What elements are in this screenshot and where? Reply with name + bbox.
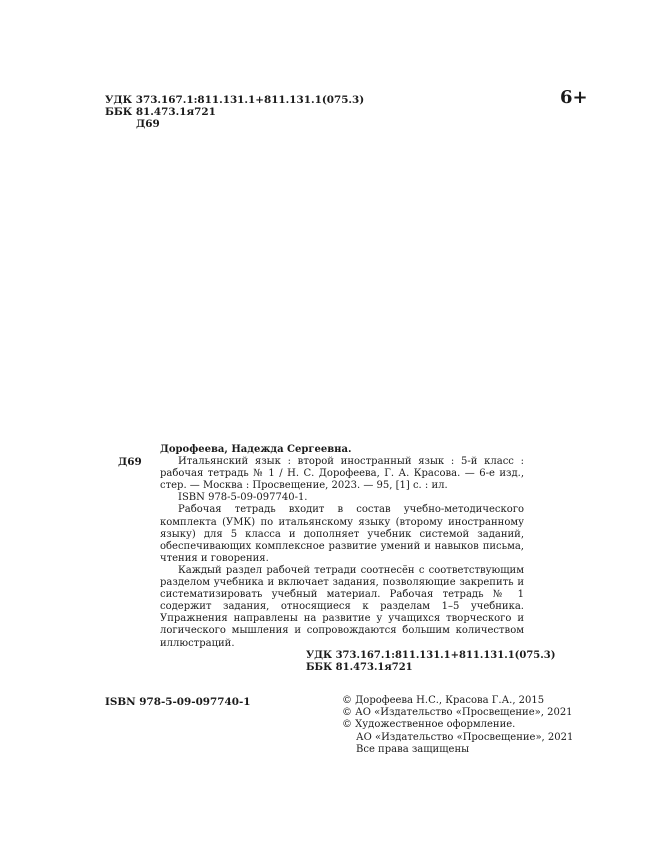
- copyright-line: © Дорофеева Н.С., Красова Г.А., 2015: [342, 695, 545, 706]
- bbk-code: ББК 81.473.1я721: [105, 106, 216, 118]
- copyright-notices: [342, 695, 573, 756]
- age-rating: 6+: [560, 87, 588, 108]
- rights-reserved: Все права защищены: [356, 743, 470, 755]
- author-sign-record: Д69: [118, 456, 142, 469]
- record-bbk: ББК 81.473.1я721: [306, 661, 413, 673]
- footer-isbn: ISBN 978-5-09-097740-1: [105, 696, 251, 708]
- title-description: Итальянский язык : второй иностранный язык : 5-й класс : рабочая тетрадь № 1 / Н. С. Дорофеева, Г. А. Красова. — 6-е изд., стер. — Москва : Просвещение, 2023. — 95, [1] с. : ил.: [160, 456, 524, 492]
- record-udk: УДК 373.167.1:811.131.1+811.131.1(075.3): [306, 649, 556, 661]
- bibliographic-record: [118, 444, 556, 674]
- author-sign: Д69: [136, 118, 160, 130]
- author-name: Дорофеева, Надежда Сергеевна.: [160, 444, 352, 455]
- copyright-line: © АО «Издательство «Просвещение», 2021: [342, 707, 573, 719]
- title-block: [118, 456, 524, 492]
- record-isbn: ISBN 978-5-09-097740-1.: [178, 492, 308, 504]
- annotation-paragraph-1: Рабочая тетрадь входит в состав учебно-методического комплекта (УМК) по итальянскому языку (второму иностранному языку) для 5 класса и дополняет учебник системой заданий, обеспечивающих комплексное развитие умений и навыков письма, чтения и говорения.: [160, 504, 524, 564]
- copyright-line: © Художественное оформление.: [342, 719, 516, 731]
- annotation-paragraph-2: Каждый раздел рабочей тетради соотнесён с соответствующим разделом учебника и включает задания, позволяющие закрепить и систематизировать учебный материал. Рабочая тетрадь № 1 содержит задания, относящиеся к разделам 1–5 учебника. Упражнения направлены на развитие у учащихся творческого и логического мышления и сопровождаются большим количеством иллюстраций.: [160, 564, 524, 649]
- udk-code: УДК 373.167.1:811.131.1+811.131.1(075.3): [105, 94, 365, 106]
- classification-codes-top: [105, 94, 364, 130]
- copyright-line: АО «Издательство «Просвещение», 2021: [356, 731, 574, 743]
